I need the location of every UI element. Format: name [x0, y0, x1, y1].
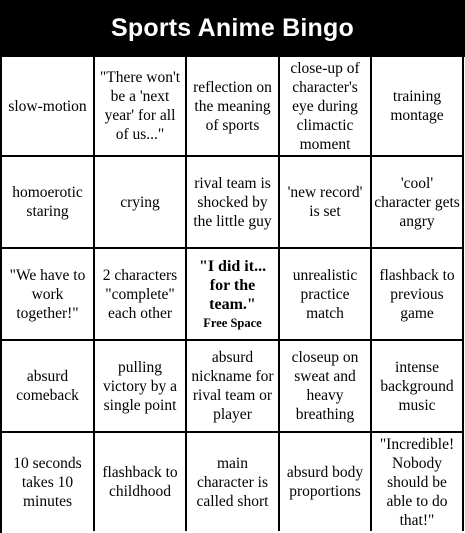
bingo-cell-text: intense background music — [380, 358, 454, 414]
bingo-cell-text: 'new record' is set — [287, 184, 363, 220]
free-space-text: "I did it... for the team." — [198, 258, 267, 313]
bingo-cell — [2, 341, 95, 433]
bingo-cell — [280, 157, 372, 249]
bingo-grid — [0, 57, 465, 533]
bingo-cell-text: "We have to work together!" — [9, 266, 86, 322]
free-space-label: Free Space — [203, 316, 262, 330]
bingo-cell — [372, 157, 464, 249]
bingo-cell — [2, 433, 95, 531]
bingo-cell — [280, 57, 372, 157]
bingo-cell — [187, 57, 280, 157]
bingo-cell-text: "There won't be a 'next year' for all of us..." — [99, 69, 181, 143]
bingo-cell-text: 10 seconds takes 10 minutes — [13, 454, 82, 510]
bingo-cell-text: reflection on the meaning of sports — [193, 78, 272, 134]
bingo-cell-text: training montage — [390, 88, 444, 124]
bingo-cell-text: crying — [120, 193, 160, 211]
bingo-cell-text: homoerotic staring — [12, 184, 83, 220]
bingo-cell — [2, 157, 95, 249]
bingo-cell — [280, 249, 372, 341]
bingo-cell-text: unrealistic practice match — [292, 266, 358, 322]
bingo-cell — [95, 57, 187, 157]
bingo-cell — [280, 341, 372, 433]
bingo-cell-text: 2 characters "complete" each other — [102, 266, 178, 322]
bingo-cell-text: slow-motion — [8, 97, 87, 115]
bingo-cell — [187, 341, 280, 433]
bingo-cell-text: main character is called short — [196, 454, 269, 510]
bingo-cell — [95, 249, 187, 341]
bingo-cell — [95, 157, 187, 249]
bingo-cell-text: closeup on sweat and heavy breathing — [291, 349, 359, 423]
bingo-cell — [2, 57, 95, 157]
bingo-cell — [95, 341, 187, 433]
bingo-cell — [280, 433, 372, 531]
bingo-cell-text: "Incredible! Nobody should be able to do that!" — [379, 435, 455, 529]
bingo-cell-text: flashback to previous game — [379, 266, 455, 322]
bingo-cell-text: 'cool' character gets angry — [374, 174, 460, 230]
bingo-cell-text: absurd body proportions — [286, 464, 364, 500]
bingo-cell-text: flashback to childhood — [102, 464, 178, 500]
bingo-cell-text: pulling victory by a single point — [102, 358, 178, 414]
bingo-cell — [187, 433, 280, 531]
bingo-cell-text: absurd nickname for rival team or player — [191, 349, 274, 423]
bingo-cell — [372, 341, 464, 433]
bingo-cell — [372, 57, 464, 157]
page-title: Sports Anime Bingo — [111, 14, 354, 42]
bingo-cell-text: absurd comeback — [16, 368, 79, 404]
bingo-cell — [95, 433, 187, 531]
bingo-cell — [2, 249, 95, 341]
bingo-cell — [372, 433, 464, 531]
bingo-cell — [187, 157, 280, 249]
bingo-cell-text: close-up of character's eye during climactic moment — [290, 59, 360, 153]
bingo-cell — [372, 249, 464, 341]
bingo-cell-text: rival team is shocked by the little guy — [193, 174, 272, 230]
free-space-cell — [187, 249, 280, 341]
title-bar — [0, 0, 465, 57]
